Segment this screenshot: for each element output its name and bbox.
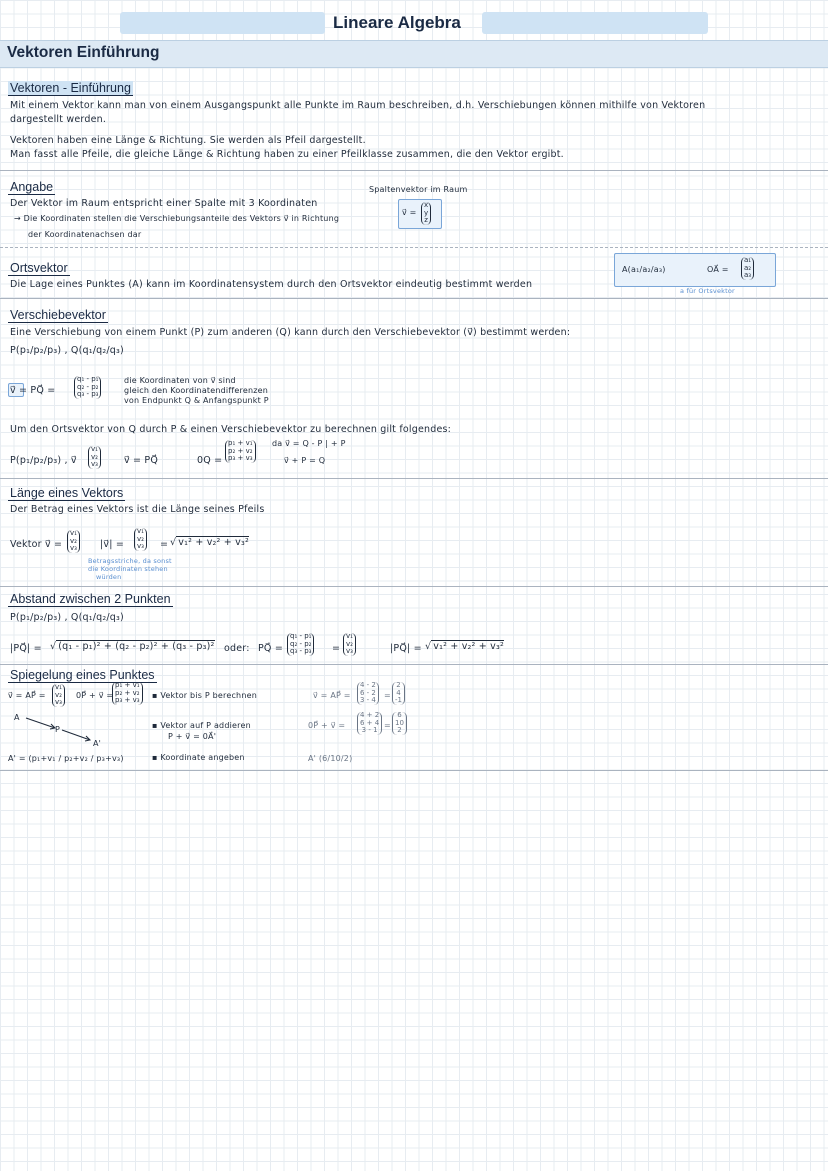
matrix-entry: v₃ xyxy=(55,698,62,706)
intro-line-4: Man fasst alle Pfeile, die gleiche Länge & Richtung haben zu einer Pfeilklasse zusammen, die den Vektor ergibt. xyxy=(10,149,564,160)
abstand-f2-result xyxy=(343,633,356,656)
spiegelung-f2-matrix xyxy=(112,682,143,705)
matrix-entry: 3 - 1 xyxy=(361,726,378,734)
verschiebe-f2-d1: da v⃗ = Q - P | + P xyxy=(272,439,346,448)
spiegelung-step-2b: P + v⃗ = 0A⃗' xyxy=(168,732,217,741)
verschiebe-line-3: Um den Ortsvektor von Q durch P & einen Verschiebevektor zu berechnen gilt folgendes: xyxy=(10,424,452,435)
spiegelung-f1: v⃗ = AP⃗ = xyxy=(8,691,46,700)
matrix-entry: v₂ xyxy=(70,536,77,545)
point-a-label: A xyxy=(14,713,20,722)
matrix-entry: 4 + 2 xyxy=(360,711,380,719)
matrix-entry: 2 xyxy=(396,681,401,689)
matrix-entry: 10 xyxy=(395,718,404,727)
matrix-entry: p₁ + v₁ xyxy=(115,681,140,689)
verschiebe-f2-a-matrix xyxy=(88,446,101,469)
laenge-f-mid: |v⃗| = xyxy=(100,539,125,550)
divider xyxy=(0,170,828,171)
intro-line-2: dargestellt werden. xyxy=(10,114,107,125)
step-text: Koordinate angeben xyxy=(160,753,245,762)
verschiebe-line-1: Eine Verschiebung von einem Punkt (P) zum anderen (Q) kann durch den Verschiebevektor (v⃗) bestimmt werden: xyxy=(10,327,571,338)
ortsvektor-matrix xyxy=(741,257,754,280)
matrix-entry: q₃ - p₃ xyxy=(77,390,99,398)
spiegelung-sketch xyxy=(10,708,120,748)
matrix-entry: z xyxy=(424,216,428,224)
spiegelung-step-2: ▪ Vektor auf P addieren xyxy=(152,721,251,730)
example-f2-matrix xyxy=(357,712,382,735)
divider xyxy=(0,247,828,248)
matrix-entry: q₂ - p₂ xyxy=(77,382,99,391)
matrix-entry: v₂ xyxy=(137,534,144,543)
laenge-line-1: Der Betrag eines Vektors ist die Länge seines Pfeils xyxy=(10,504,265,515)
verschiebe-note-3: von Endpunkt Q & Anfangspunkt P xyxy=(124,396,269,405)
verschiebe-note-2: gleich den Koordinatendifferenzen xyxy=(124,386,269,395)
example-f1-matrix xyxy=(357,682,379,705)
vector-ap-arrow xyxy=(26,718,55,728)
matrix-entry: v₃ xyxy=(70,544,77,552)
point-a2-label: A' xyxy=(93,739,102,748)
matrix-entry: p₃ + v₃ xyxy=(228,454,253,462)
verschiebe-matrix xyxy=(74,376,101,399)
matrix-entry: v₁ xyxy=(137,527,144,535)
section-title: Vektoren Einführung xyxy=(7,44,160,61)
matrix-entry: y xyxy=(424,208,429,217)
example-eq: = xyxy=(384,721,391,730)
verschiebe-line-2: P(p₁/p₂/p₃) , Q(q₁/q₂/q₃) xyxy=(10,345,124,356)
abstand-f2-matrix xyxy=(287,633,314,656)
spaltenvektor-box xyxy=(398,199,442,229)
matrix-entry: 6 + 4 xyxy=(360,718,380,727)
matrix-entry: 4 xyxy=(396,688,401,697)
ortsvektor-line-1: Die Lage eines Punktes (A) kann im Koordinatensystem durch den Ortsvektor eindeutig bestimmt werden xyxy=(10,279,533,290)
matrix-entry: p₂ + v₂ xyxy=(115,688,140,697)
example-f1: v⃗ = AP⃗ = xyxy=(313,691,351,700)
verschiebe-formula-lhs: v⃗ = PQ⃗ = xyxy=(10,385,56,396)
intro-heading: Vektoren - Einführung xyxy=(10,81,131,95)
step-text: Vektor auf P addieren xyxy=(160,721,251,730)
spiegelung-result: A' = (p₁+v₁ / p₂+v₂ / p₃+v₃) xyxy=(8,754,124,763)
matrix-entry: v₁ xyxy=(91,445,98,453)
laenge-heading: Länge eines Vektors xyxy=(10,486,124,500)
matrix-entry: v₂ xyxy=(346,639,353,648)
ortsvektor-note: a für Ortsvektor xyxy=(680,287,735,295)
example-f2-result xyxy=(392,712,407,735)
matrix-entry: v₁ xyxy=(70,529,77,537)
matrix-entry: q₂ - p₂ xyxy=(290,639,312,648)
matrix-entry: v₃ xyxy=(91,460,98,468)
spiegelung-step-1: ▪ Vektor bis P berechnen xyxy=(152,691,257,700)
laenge-note-2: die Koordinaten stehen xyxy=(88,565,168,573)
spiegelung-f2: 0P⃗ + v⃗ = xyxy=(76,691,114,700)
matrix-entry: p₂ + v₂ xyxy=(228,446,253,455)
abstand-heading: Abstand zwischen 2 Punkten xyxy=(10,592,171,606)
verschiebe-f2-a: P(p₁/p₂/p₃) , v⃗ xyxy=(10,455,77,466)
matrix-entry: v₃ xyxy=(137,542,144,550)
step-text: Vektor bis P berechnen xyxy=(160,691,257,700)
divider xyxy=(0,478,828,479)
verschiebe-f2-c: 0Q = xyxy=(197,455,223,466)
verschiebe-heading: Verschiebevektor xyxy=(10,308,106,322)
abstand-f2-eq: = xyxy=(332,643,341,654)
laenge-note-1: Betragsstriche, da sonst xyxy=(88,557,172,565)
title-highlight-right xyxy=(482,12,708,34)
title-highlight-left xyxy=(120,12,325,34)
verschiebe-f2-d2: v⃗ + P = Q xyxy=(284,456,326,465)
matrix-entry: v₃ xyxy=(346,647,353,655)
abstand-line-1: P(p₁/p₂/p₃) , Q(q₁/q₂/q₃) xyxy=(10,612,124,623)
matrix-entry: a₁ xyxy=(744,256,752,264)
matrix-entry: a₃ xyxy=(744,271,752,279)
matrix-entry: q₁ - p₁ xyxy=(290,632,312,640)
abstand-f2-lhs: PQ⃗ = xyxy=(258,643,283,654)
example-f2: 0P⃗ + v⃗ = xyxy=(308,721,346,730)
matrix-entry: 6 xyxy=(397,711,402,719)
example-f1-result xyxy=(392,682,405,705)
verschiebe-f2-b: v⃗ = PQ⃗ xyxy=(124,455,159,466)
laenge-note-3: würden xyxy=(96,573,122,581)
example-result: A' (6/10/2) xyxy=(308,754,353,763)
matrix-entry: 6 - 2 xyxy=(360,688,376,697)
verschiebe-note-1: die Koordinaten von v⃗ sind xyxy=(124,376,236,385)
divider xyxy=(0,664,828,665)
spiegelung-step-3: ▪ Koordinate angeben xyxy=(152,753,245,762)
spiegelung-f1-matrix xyxy=(52,684,65,707)
abstand-f1-rhs: √ (q₁ - p₁)² + (q₂ - p₂)² + (q₃ - p₃)² xyxy=(50,641,215,652)
matrix-entry: p₃ + v₃ xyxy=(115,696,140,704)
spiegelung-heading: Spiegelung eines Punktes xyxy=(10,668,155,682)
angabe-line-2: → Die Koordinaten stellen die Verschiebungsanteile des Vektors v⃗ in Richtung xyxy=(14,214,340,223)
laenge-mid-matrix xyxy=(134,528,147,551)
example-eq: = xyxy=(384,691,391,700)
sqrt-content: v₁² + v₂² + v₃² xyxy=(178,537,249,548)
abstand-f3-lhs: |PQ⃗| = xyxy=(390,643,422,654)
ortsvektor-heading: Ortsvektor xyxy=(10,261,68,275)
matrix-entry: v₂ xyxy=(91,452,98,461)
spaltenvektor-label: Spaltenvektor im Raum xyxy=(369,185,468,194)
matrix-entry: p₁ + v₁ xyxy=(228,439,253,447)
matrix-entry: v₂ xyxy=(55,690,62,699)
sqrt-content: (q₁ - p₁)² + (q₂ - p₂)² + (q₃ - p₃)² xyxy=(58,641,215,652)
angabe-heading: Angabe xyxy=(10,180,54,194)
matrix-entry: v₁ xyxy=(55,683,62,691)
matrix-entry: q₃ - p₃ xyxy=(290,647,312,655)
sqrt-content: v₁² + v₂² + v₃² xyxy=(433,641,504,652)
abstand-oder: oder: xyxy=(224,643,250,654)
intro-line-3: Vektoren haben eine Länge & Richtung. Sie werden als Pfeil dargestellt. xyxy=(10,135,366,146)
abstand-f1-lhs: |PQ⃗| = xyxy=(10,643,42,654)
divider xyxy=(0,770,828,771)
vector-pa2-arrow xyxy=(62,730,90,740)
verschiebe-f2-c-matrix xyxy=(225,440,256,463)
laenge-f-rhs: √ v₁² + v₂² + v₃² xyxy=(170,537,249,548)
page-title: Lineare Algebra xyxy=(333,13,461,32)
matrix-entry: 2 xyxy=(397,726,402,734)
point-p-label: P xyxy=(55,725,61,734)
ortsvektor-box xyxy=(614,253,776,287)
laenge-equals: = xyxy=(160,539,169,550)
laenge-f-lhs: Vektor v⃗ = xyxy=(10,539,63,550)
intro-line-1: Mit einem Vektor kann man von einem Ausgangspunkt alle Punkte im Raum beschreiben, d.h. Verschiebungen können mithilfe von Vektoren xyxy=(10,100,706,111)
matrix-entry: 4 - 2 xyxy=(360,681,376,689)
ortsvektor-vector: OA⃗ = xyxy=(707,265,729,274)
divider xyxy=(0,586,828,587)
divider xyxy=(0,298,828,299)
angabe-line-3: der Koordinatenachsen dar xyxy=(28,230,142,239)
ortsvektor-point: A(a₁/a₂/a₃) xyxy=(622,265,666,274)
matrix-entry: x xyxy=(424,201,429,209)
abstand-f3-rhs: √ v₁² + v₂² + v₃² xyxy=(425,641,504,652)
spaltenvektor-matrix xyxy=(421,202,431,225)
matrix-entry: v₁ xyxy=(346,632,353,640)
laenge-matrix xyxy=(67,530,80,553)
matrix-entry: 3 - 4 xyxy=(360,696,376,704)
matrix-entry: q₁ - p₁ xyxy=(77,375,99,383)
matrix-entry: -1 xyxy=(395,696,402,704)
spaltenvektor-lhs: v⃗ = xyxy=(402,208,417,217)
matrix-entry: a₂ xyxy=(744,263,752,272)
angabe-line-1: Der Vektor im Raum entspricht einer Spalte mit 3 Koordinaten xyxy=(10,198,318,209)
